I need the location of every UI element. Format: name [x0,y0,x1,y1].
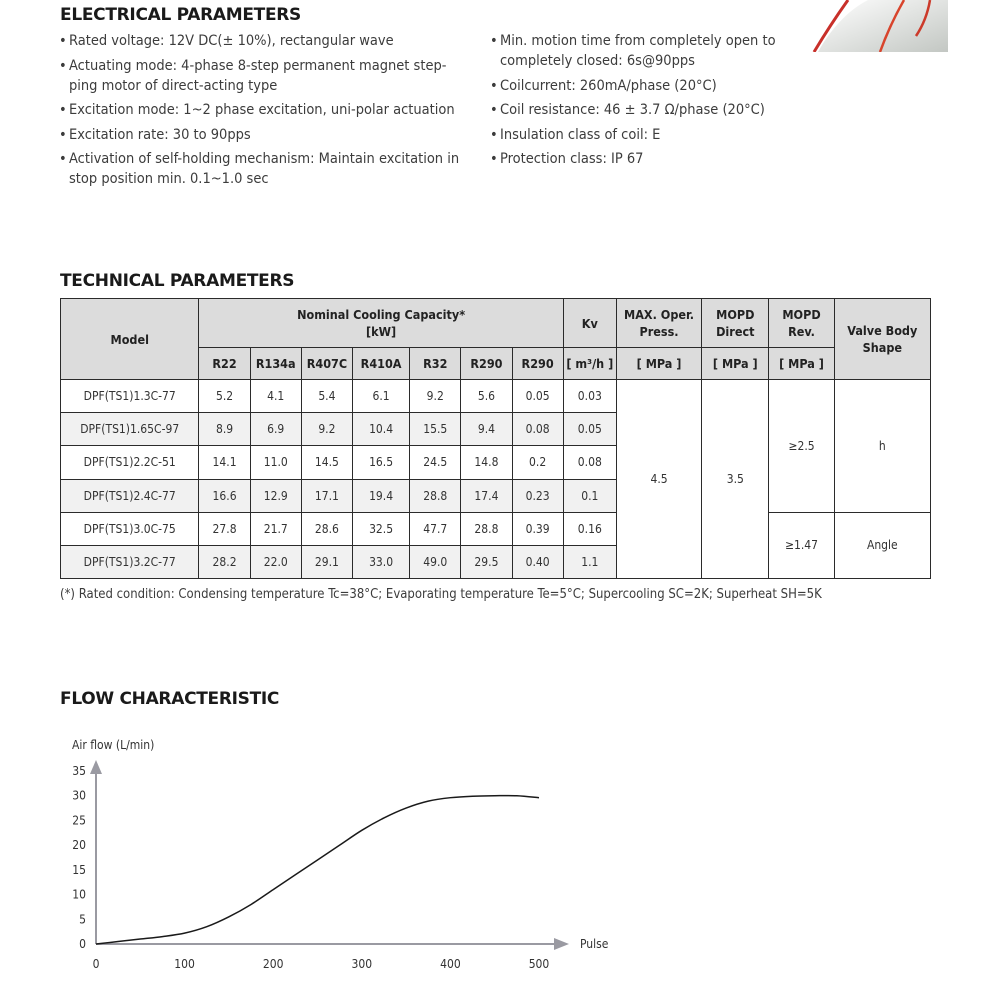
body-shape-cell: h [834,380,930,513]
header-refrigerant: R32 [410,348,461,380]
capacity-cell: 4.1 [250,380,301,413]
capacity-cell: 19.4 [352,479,409,512]
mopd-rev-cell: ≥1.47 [769,512,834,578]
electrical-list-left [59,31,474,194]
x-tick-label: 200 [262,957,284,971]
header-kv-unit: [ m³/h ] [563,348,616,380]
technical-parameters-table [60,298,931,579]
capacity-cell: 6.9 [250,413,301,446]
model-cell: DPF(TS1)1.3C-77 [61,380,199,413]
capacity-cell: 14.5 [301,446,352,479]
capacity-cell: 0.2 [512,446,563,479]
technical-heading: TECHNICAL PARAMETERS [60,271,295,291]
y-tick-label: 5 [79,912,86,927]
model-cell: DPF(TS1)1.65C-97 [61,413,199,446]
header-body-shape: Valve Body Shape [834,299,930,380]
kv-cell: 0.16 [563,512,616,545]
body-shape-cell: Angle [834,512,930,578]
y-tick-label: 25 [72,813,86,828]
electrical-parameter-item: • Protection class: IP 67 [490,149,790,169]
header-refrigerant: R22 [199,348,250,380]
capacity-cell: 28.6 [301,512,352,545]
capacity-cell: 0.08 [512,413,563,446]
capacity-cell: 0.39 [512,512,563,545]
capacity-cell: 47.7 [410,512,461,545]
electrical-parameter-item: • Insulation class of coil: E [490,125,790,145]
mopd-direct-cell: 3.5 [702,380,769,579]
model-cell: DPF(TS1)2.2C-51 [61,446,199,479]
capacity-cell: 49.0 [410,545,461,578]
capacity-cell: 27.8 [199,512,250,545]
y-tick-label: 35 [72,764,86,778]
capacity-cell: 28.8 [461,512,512,545]
capacity-cell: 29.1 [301,545,352,578]
x-axis-label: Pulse [580,937,609,951]
header-refrigerant: R134a [250,348,301,380]
capacity-cell: 15.5 [410,413,461,446]
y-tick-label: 30 [72,788,86,803]
capacity-cell: 5.6 [461,380,512,413]
max-press-cell: 4.5 [616,380,701,579]
flow-curve [96,796,539,944]
header-mopd-rev-unit: [ MPa ] [769,348,834,380]
model-cell: DPF(TS1)3.0C-75 [61,512,199,545]
header-refrigerant: R410A [352,348,409,380]
capacity-cell: 5.2 [199,380,250,413]
header-mopd-rev: MOPD Rev. [769,299,834,348]
flow-heading: FLOW CHARACTERISTIC [60,689,280,709]
electrical-parameter-item: • Excitation rate: 30 to 90pps [59,125,474,145]
header-mopd-direct: MOPD Direct [702,299,769,348]
capacity-cell: 6.1 [352,380,409,413]
mopd-rev-cell: ≥2.5 [769,380,834,513]
capacity-cell: 9.2 [410,380,461,413]
capacity-cell: 0.23 [512,479,563,512]
capacity-cell: 9.4 [461,413,512,446]
table-row [61,512,931,545]
capacity-cell: 28.2 [199,545,250,578]
header-max-press-unit: [ MPa ] [616,348,701,380]
electrical-parameter-item: • Actuating mode: 4-phase 8-step permanent magnet step- ping motor of direct-acting type [59,56,474,96]
header-mopd-direct-unit: [ MPa ] [702,348,769,380]
capacity-cell: 24.5 [410,446,461,479]
electrical-parameter-item: • Min. motion time from completely open to completely closed: 6s@90pps [490,31,790,71]
capacity-cell: 11.0 [250,446,301,479]
capacity-cell: 14.1 [199,446,250,479]
capacity-cell: 22.0 [250,545,301,578]
electrical-parameter-item: • Coilcurrent: 260mA/phase (20°C) [490,76,790,96]
capacity-cell: 28.8 [410,479,461,512]
capacity-cell: 16.5 [352,446,409,479]
capacity-cell: 33.0 [352,545,409,578]
capacity-cell: 0.05 [512,380,563,413]
y-axis-label: Air flow (L/min) [72,738,155,752]
header-max-press: MAX. Oper. Press. [616,299,701,348]
y-tick-label: 10 [72,887,86,902]
x-tick-label: 0 [92,957,100,971]
capacity-cell: 21.7 [250,512,301,545]
x-tick-label: 300 [351,957,373,971]
capacity-cell: 32.5 [352,512,409,545]
kv-cell: 1.1 [563,545,616,578]
header-capacity-unit: [kW] [366,324,397,339]
capacity-cell: 10.4 [352,413,409,446]
electrical-parameter-item: • Rated voltage: 12V DC(± 10%), rectangular wave [59,31,474,51]
electrical-parameter-item: • Coil resistance: 46 ± 3.7 Ω/phase (20°C) [490,100,790,120]
x-tick-label: 100 [174,957,195,971]
capacity-cell: 17.4 [461,479,512,512]
capacity-cell: 12.9 [250,479,301,512]
model-cell: DPF(TS1)3.2C-77 [61,545,199,578]
kv-cell: 0.08 [563,446,616,479]
rated-condition-note: (*) Rated condition: Condensing temperature Tc=38°C; Evaporating temperature Te=5°C; Supercooling SC=2K; Superheat SH=5K [60,587,822,602]
header-capacity-label: Nominal Cooling Capacity* [297,307,466,322]
electrical-heading: ELECTRICAL PARAMETERS [60,5,302,25]
electrical-list-right [490,31,790,174]
capacity-cell: 9.2 [301,413,352,446]
header-kv: Kv [563,299,616,348]
electrical-parameter-item: • Excitation mode: 1~2 phase excitation, uni-polar actuation [59,100,474,120]
capacity-cell: 16.6 [199,479,250,512]
y-tick-label: 0 [79,937,86,951]
capacity-cell: 5.4 [301,380,352,413]
table-row [61,380,931,413]
electrical-parameter-item: • Activation of self-holding mechanism: Maintain excitation in stop position min. 0.1~1.0 sec [59,149,474,189]
capacity-cell: 8.9 [199,413,250,446]
capacity-cell: 17.1 [301,479,352,512]
header-refrigerant: R407C [301,348,352,380]
kv-cell: 0.1 [563,479,616,512]
y-axis-arrow [90,760,102,774]
capacity-cell: 14.8 [461,446,512,479]
valve-photo [808,0,948,52]
kv-cell: 0.05 [563,413,616,446]
header-capacity [199,299,563,348]
y-tick-label: 20 [72,838,86,853]
x-tick-label: 400 [440,957,461,971]
x-axis-arrow [554,938,569,950]
x-tick-label: 500 [528,957,550,971]
y-tick-label: 15 [72,862,86,877]
flow-chart [60,734,620,979]
header-refrigerant: R290 [461,348,512,380]
header-refrigerant: R290 [512,348,563,380]
kv-cell: 0.03 [563,380,616,413]
header-model: Model [61,299,199,380]
model-cell: DPF(TS1)2.4C-77 [61,479,199,512]
capacity-cell: 29.5 [461,545,512,578]
capacity-cell: 0.40 [512,545,563,578]
